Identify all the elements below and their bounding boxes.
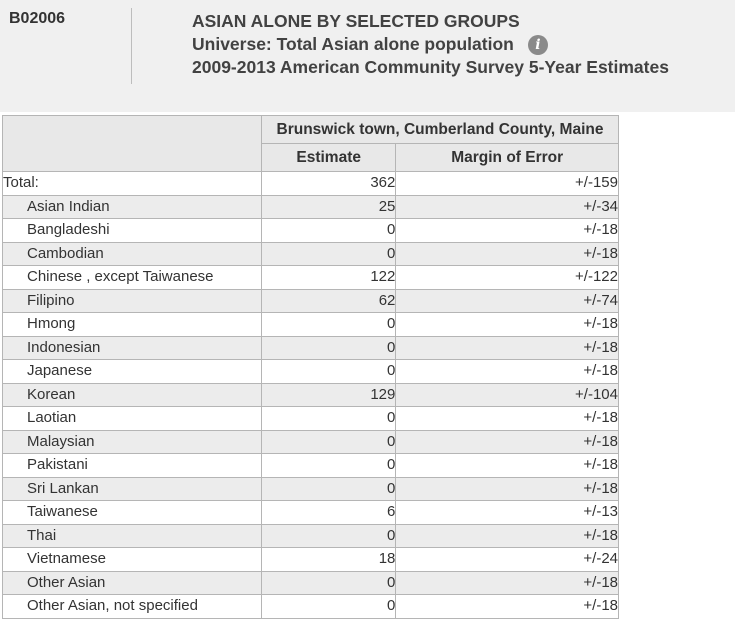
table-row [3,266,619,290]
table-row [3,383,619,407]
row-label: Taiwanese [3,501,262,525]
row-label: Malaysian [3,430,262,454]
row-moe: +/-13 [396,501,619,525]
table-row [3,242,619,266]
row-moe: +/-159 [396,172,619,196]
estimate-column-header: Estimate [262,144,396,172]
row-moe: +/-18 [396,477,619,501]
row-label: Total: [3,172,262,196]
row-estimate: 0 [262,571,396,595]
row-estimate: 0 [262,313,396,337]
row-label: Chinese , except Taiwanese [3,266,262,290]
table-row [3,477,619,501]
row-estimate: 62 [262,289,396,313]
info-icon[interactable]: i [528,35,548,55]
table-row [3,172,619,196]
table-row [3,524,619,548]
table-row [3,548,619,572]
row-estimate: 0 [262,336,396,360]
universe-text: Universe: Total Asian alone population [192,34,514,54]
row-estimate: 362 [262,172,396,196]
row-label: Cambodian [3,242,262,266]
row-estimate: 0 [262,454,396,478]
table-id: B02006 [9,10,66,27]
table-row [3,289,619,313]
row-estimate: 0 [262,595,396,619]
row-moe: +/-18 [396,219,619,243]
row-label: Asian Indian [3,195,262,219]
row-estimate: 129 [262,383,396,407]
row-label: Bangladeshi [3,219,262,243]
header-divider [131,8,132,84]
row-moe: +/-18 [396,524,619,548]
table-row [3,407,619,431]
table-row [3,313,619,337]
table-row [3,360,619,384]
row-label: Pakistani [3,454,262,478]
table-row [3,195,619,219]
table-row [3,501,619,525]
row-label: Other Asian, not specified [3,595,262,619]
table-row [3,336,619,360]
row-label: Indonesian [3,336,262,360]
table-body [3,172,619,619]
row-moe: +/-18 [396,313,619,337]
table-row [3,571,619,595]
row-label: Vietnamese [3,548,262,572]
row-moe: +/-74 [396,289,619,313]
data-table [2,115,619,619]
row-moe: +/-18 [396,407,619,431]
row-moe: +/-18 [396,242,619,266]
corner-header [3,116,262,172]
row-moe: +/-18 [396,571,619,595]
row-moe: +/-122 [396,266,619,290]
table-titles [192,10,669,79]
row-moe: +/-18 [396,595,619,619]
row-estimate: 0 [262,524,396,548]
row-estimate: 122 [262,266,396,290]
universe-line [192,33,669,56]
table-row [3,430,619,454]
table-row [3,219,619,243]
row-label: Other Asian [3,571,262,595]
row-label: Laotian [3,407,262,431]
row-moe: +/-34 [396,195,619,219]
table-row [3,454,619,478]
table-row [3,595,619,619]
row-label: Filipino [3,289,262,313]
table-header [0,0,735,112]
row-estimate: 0 [262,219,396,243]
row-moe: +/-18 [396,336,619,360]
row-moe: +/-24 [396,548,619,572]
row-estimate: 25 [262,195,396,219]
row-estimate: 0 [262,242,396,266]
row-label: Korean [3,383,262,407]
row-estimate: 0 [262,407,396,431]
row-estimate: 0 [262,477,396,501]
row-label: Sri Lankan [3,477,262,501]
moe-column-header: Margin of Error [396,144,619,172]
geography-header: Brunswick town, Cumberland County, Maine [262,116,619,144]
row-label: Hmong [3,313,262,337]
survey-line: 2009-2013 American Community Survey 5-Year Estimates [192,57,669,77]
row-estimate: 6 [262,501,396,525]
table-title: ASIAN ALONE BY SELECTED GROUPS [192,11,520,31]
row-estimate: 0 [262,360,396,384]
row-moe: +/-104 [396,383,619,407]
row-moe: +/-18 [396,454,619,478]
row-moe: +/-18 [396,360,619,384]
row-estimate: 0 [262,430,396,454]
row-moe: +/-18 [396,430,619,454]
row-estimate: 18 [262,548,396,572]
row-label: Thai [3,524,262,548]
row-label: Japanese [3,360,262,384]
